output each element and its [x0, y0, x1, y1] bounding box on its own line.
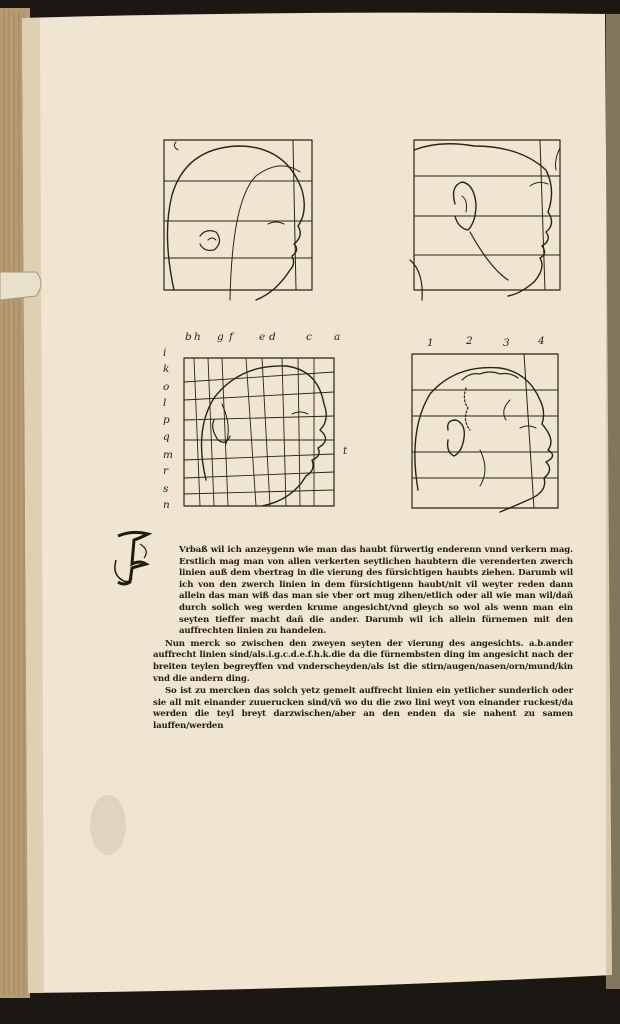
number-label-3: 3	[503, 337, 510, 349]
drop-cap-letter: F	[110, 530, 111, 531]
letter-label-h: h	[194, 331, 201, 343]
number-label-4: 4	[538, 335, 545, 347]
letter-label-d: d	[269, 331, 276, 343]
drop-cap	[110, 530, 154, 588]
letter-label-s: s	[163, 483, 169, 495]
letter-label-g: g	[217, 331, 224, 343]
letter-label-p: p	[163, 414, 170, 426]
letter-label-l: l	[163, 397, 167, 409]
number-label-2: 2	[466, 335, 473, 347]
letter-label-i: i	[163, 347, 167, 359]
letter-label-f: f	[229, 331, 233, 343]
letter-label-a: a	[334, 331, 341, 343]
body-text	[153, 545, 573, 734]
letter-label-k: k	[163, 363, 170, 375]
paragraph-2: Nun merck so zwischen den zweyen seyten der vierung des angesichts. a.b.ander auffrecht linien sind/als.i.g.c.d.e.f.h.k.die da die fürnembsten ding im angesicht nach der breiten teylen begreyffen vnd vnderscheyden/als ist die stirn/augen/nasen/orn/mund/kin vnd die andern ding.	[153, 638, 573, 684]
letter-label-r: r	[163, 465, 169, 477]
letter-label-c: c	[306, 331, 312, 343]
number-label-1: 1	[427, 337, 434, 349]
letter-label-o: o	[163, 381, 170, 393]
letter-label-m: m	[163, 449, 173, 461]
letter-label-e: e	[259, 331, 266, 343]
letter-label-q: q	[163, 431, 170, 443]
bookmark-tab	[0, 272, 41, 300]
letter-label-n: n	[163, 499, 170, 511]
letter-label-b: b	[185, 331, 192, 343]
letter-label-t: t	[343, 445, 348, 457]
paragraph-3: So ist zu mercken das solch yetz gemelt auffrecht linien ein yetlicher sunderlich oder sie all mit einander zuuerucken sind/vñ wo du die zwo lini weyt von einander ruckest/da werden die teyl breyt darzwischen/aber an den enden da sie nahent zu samen lauffen/werden	[153, 686, 573, 731]
paragraph-1: Vrbaß wil ich anzeygenn wie man das haubt fürwertig enderenn vnnd verkern mag. Erstlich mag man von allen verkerten seytlichen haubtern die verenderten zwerch linien auß dem vbertrag in die vierung des fürsichtigen haubts ziehen. Darumb wil ich von den zwerch linien in dem fürsichtigenn haubt/nit vil weyter reden dann allein das man wiß das man sie vber ort mug zihen/etlich oder all wie man wil/dañ durch solich weg werden krume angesicht/vnd gleych so wol als wenn man ein seyten tieffer macht dañ die ander. Darumb wil ich allein fürnemen mit den auffrechten linien zu handelen.	[179, 545, 573, 637]
